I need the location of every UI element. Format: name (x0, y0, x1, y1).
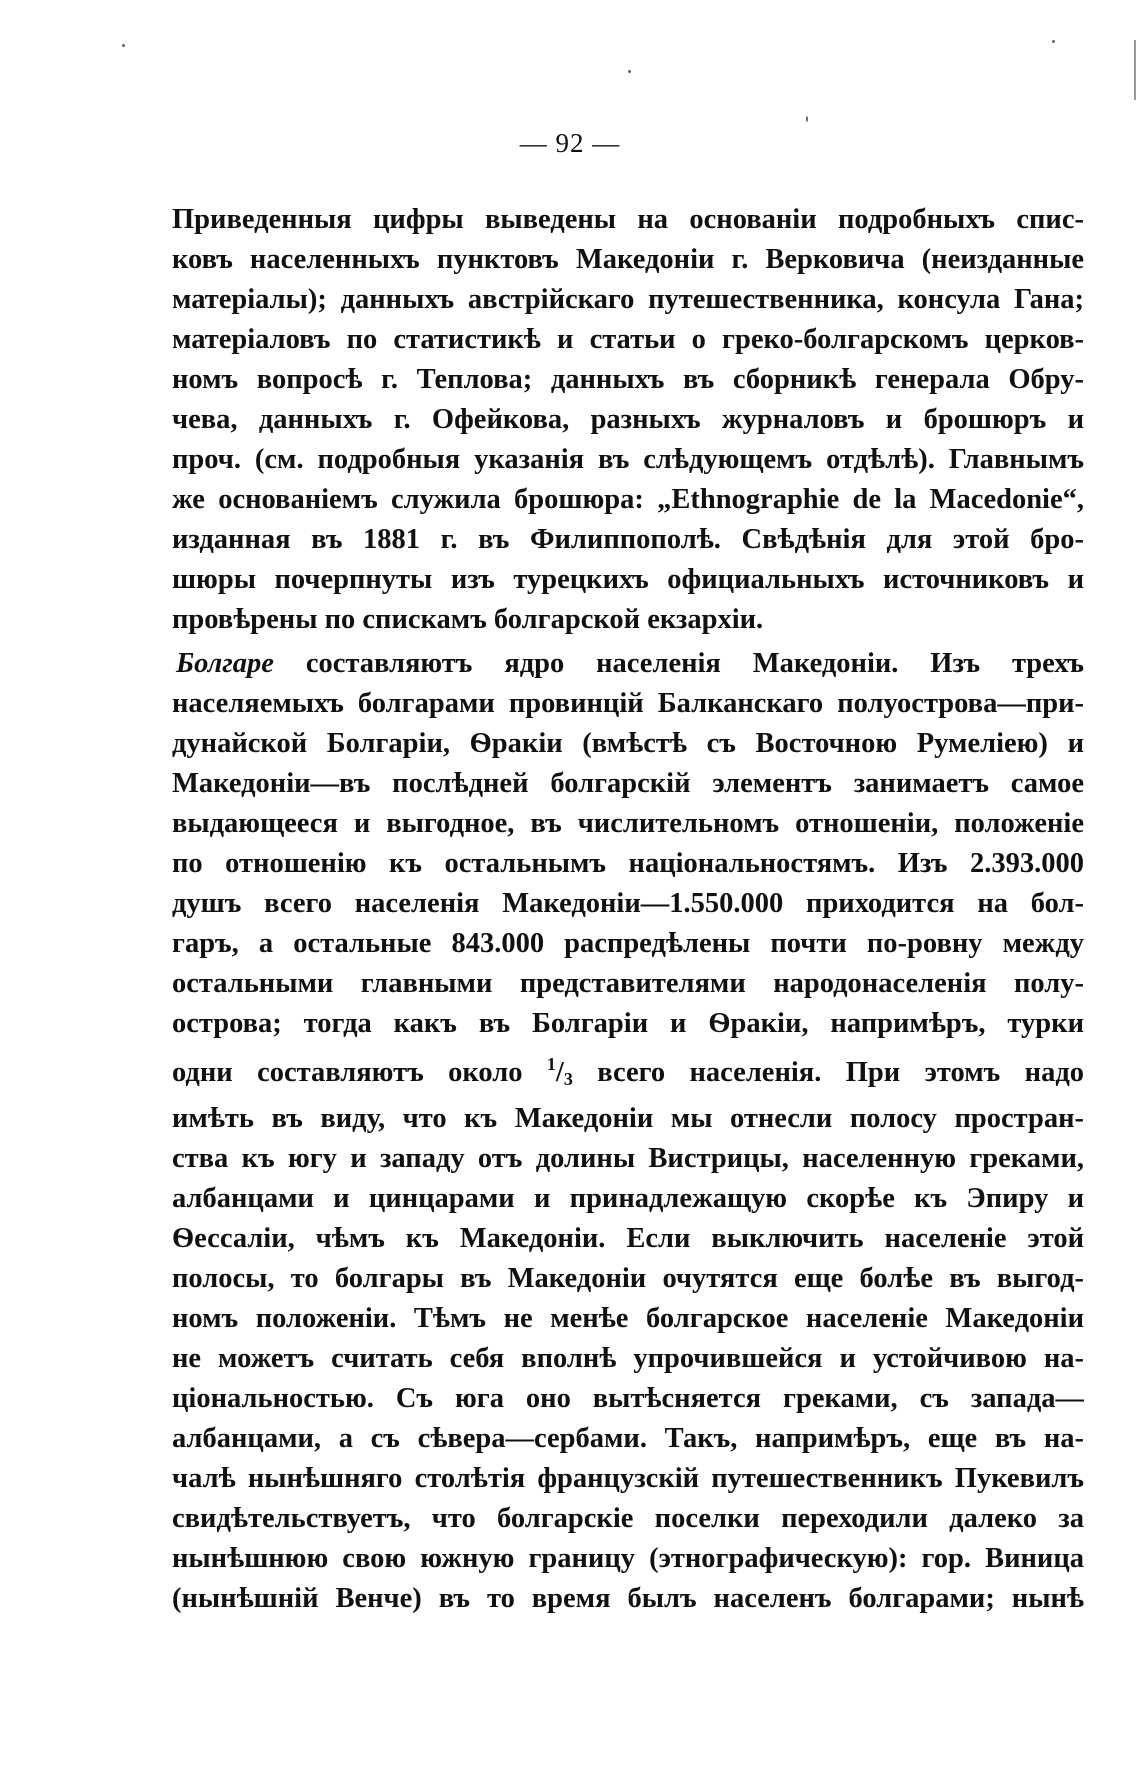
text-line: по отношенію къ остальнымъ національностямъ. Изъ 2.393.000 (172, 848, 1084, 879)
text-line: албанцами, а съ сѣвера—сербами. Такъ, напримѣръ, еще въ на- (172, 1423, 1084, 1454)
paragraph-1 (172, 200, 1084, 640)
text-line: Ѳессаліи, чѣмъ къ Македоніи. Если выключить населеніе этой (172, 1223, 1084, 1254)
fraction-numerator: 1 (546, 1054, 556, 1074)
fraction-line-before: одни составляютъ около (172, 1057, 547, 1088)
text-line: матеріаловъ по статистикѣ и статьи о греко-болгарскомъ церков- (172, 324, 1084, 355)
text-line: номъ вопросѣ г. Теплова; данныхъ въ сборникѣ генерала Обру- (172, 364, 1084, 395)
text-line: провѣрены по спискамъ болгарской екзархіи. (172, 604, 764, 635)
fraction-denominator: 3 (563, 1069, 573, 1089)
text-line: шюры почерпнуты изъ турецкихъ официальныхъ источниковъ и (172, 564, 1084, 595)
text-line: полосы, то болгары въ Македоніи очутятся еще болѣе въ выгод- (172, 1263, 1084, 1294)
text-line: же основаніемъ служила брошюра: „Ethnographie de la Macedonie“, (172, 484, 1084, 515)
fraction-separator: / (555, 1057, 564, 1088)
paragraph-2 (172, 644, 1084, 1619)
text-line: ковъ населенныхъ пунктовъ Македоніи г. Верковича (неизданные (172, 244, 1084, 275)
text-line: номъ положеніи. Тѣмъ не менѣе болгарское населеніе Македоніи (172, 1303, 1084, 1334)
scan-speck (122, 44, 125, 47)
text-line: изданная въ 1881 г. въ Филиппополѣ. Свѣдѣнія для этой бро- (172, 524, 1084, 555)
text-line: ства къ югу и западу отъ долины Вистрицы, населенную греками, (172, 1143, 1084, 1174)
page-number: — 92 — (519, 128, 621, 158)
scan-speck (806, 116, 808, 122)
text-line: чева, данныхъ г. Офейкова, разныхъ журналовъ и брошюръ и (172, 404, 1084, 435)
text-line: душъ всего населенія Македоніи—1.550.000 приходится на бол- (172, 888, 1084, 919)
text-line: населяемыхъ болгарами провинцій Балканскаго полуострова—при- (172, 688, 1084, 719)
text-line: острова; тогда какъ въ Болгаріи и Ѳракіи, напримѣръ, турки (172, 1008, 1084, 1039)
text-line: Македоніи—въ послѣдней болгарскій элементъ занимаетъ самое (172, 768, 1084, 799)
text-line-rest: составляютъ ядро населенія Македоніи. Изъ трехъ (273, 648, 1084, 679)
scan-speck (628, 70, 631, 73)
text-line: остальными главными представителями народонаселенія полу- (172, 968, 1084, 999)
fraction-line-after: всего населенія. При этомъ надо (572, 1057, 1084, 1088)
text-line: албанцами и цинцарами и принадлежащую скорѣе къ Эпиру и (172, 1183, 1084, 1214)
text-line: Приведенныя цифры выведены на основаніи подробныхъ спис- (172, 204, 1084, 235)
text-line-fraction (172, 1044, 1084, 1099)
text-line: матеріалы); данныхъ австрійскаго путешественника, консула Гана; (172, 284, 1084, 315)
text-line: ціональностью. Съ юга оно вытѣсняется греками, съ запада— (172, 1383, 1084, 1414)
text-line: выдающееся и выгодное, въ числительномъ отношеніи, положеніе (172, 808, 1084, 839)
text-line: не можетъ считать себя вполнѣ упрочившейся и устойчивою на- (172, 1343, 1084, 1374)
italic-lead-word: Болгаре (176, 648, 274, 679)
text-line: дунайской Болгаріи, Ѳракіи (вмѣстѣ съ Восточною Румеліею) и (172, 728, 1084, 759)
text-line: проч. (см. подробныя указанія въ слѣдующемъ отдѣлѣ). Главнымъ (172, 444, 1084, 475)
text-line: (нынѣшній Венче) въ то время былъ населенъ болгарами; нынѣ (172, 1583, 1084, 1614)
text-line: гаръ, а остальные 843.000 распредѣлены почти по-ровну между (172, 928, 1084, 959)
text-line: имѣть въ виду, что къ Македоніи мы отнесли полосу простран- (172, 1103, 1084, 1134)
text-line-first (172, 644, 1084, 684)
scan-edge-mark (1134, 40, 1136, 100)
text-line: чалѣ нынѣшняго столѣтія французскій путешественникъ Пукевилъ (172, 1463, 1084, 1494)
scan-speck (1052, 40, 1055, 43)
text-line: свидѣтельствуетъ, что болгарскіе поселки переходили далеко за (172, 1503, 1084, 1534)
text-line: нынѣшнюю свою южную границу (этнографическую): гор. Виница (172, 1543, 1084, 1574)
